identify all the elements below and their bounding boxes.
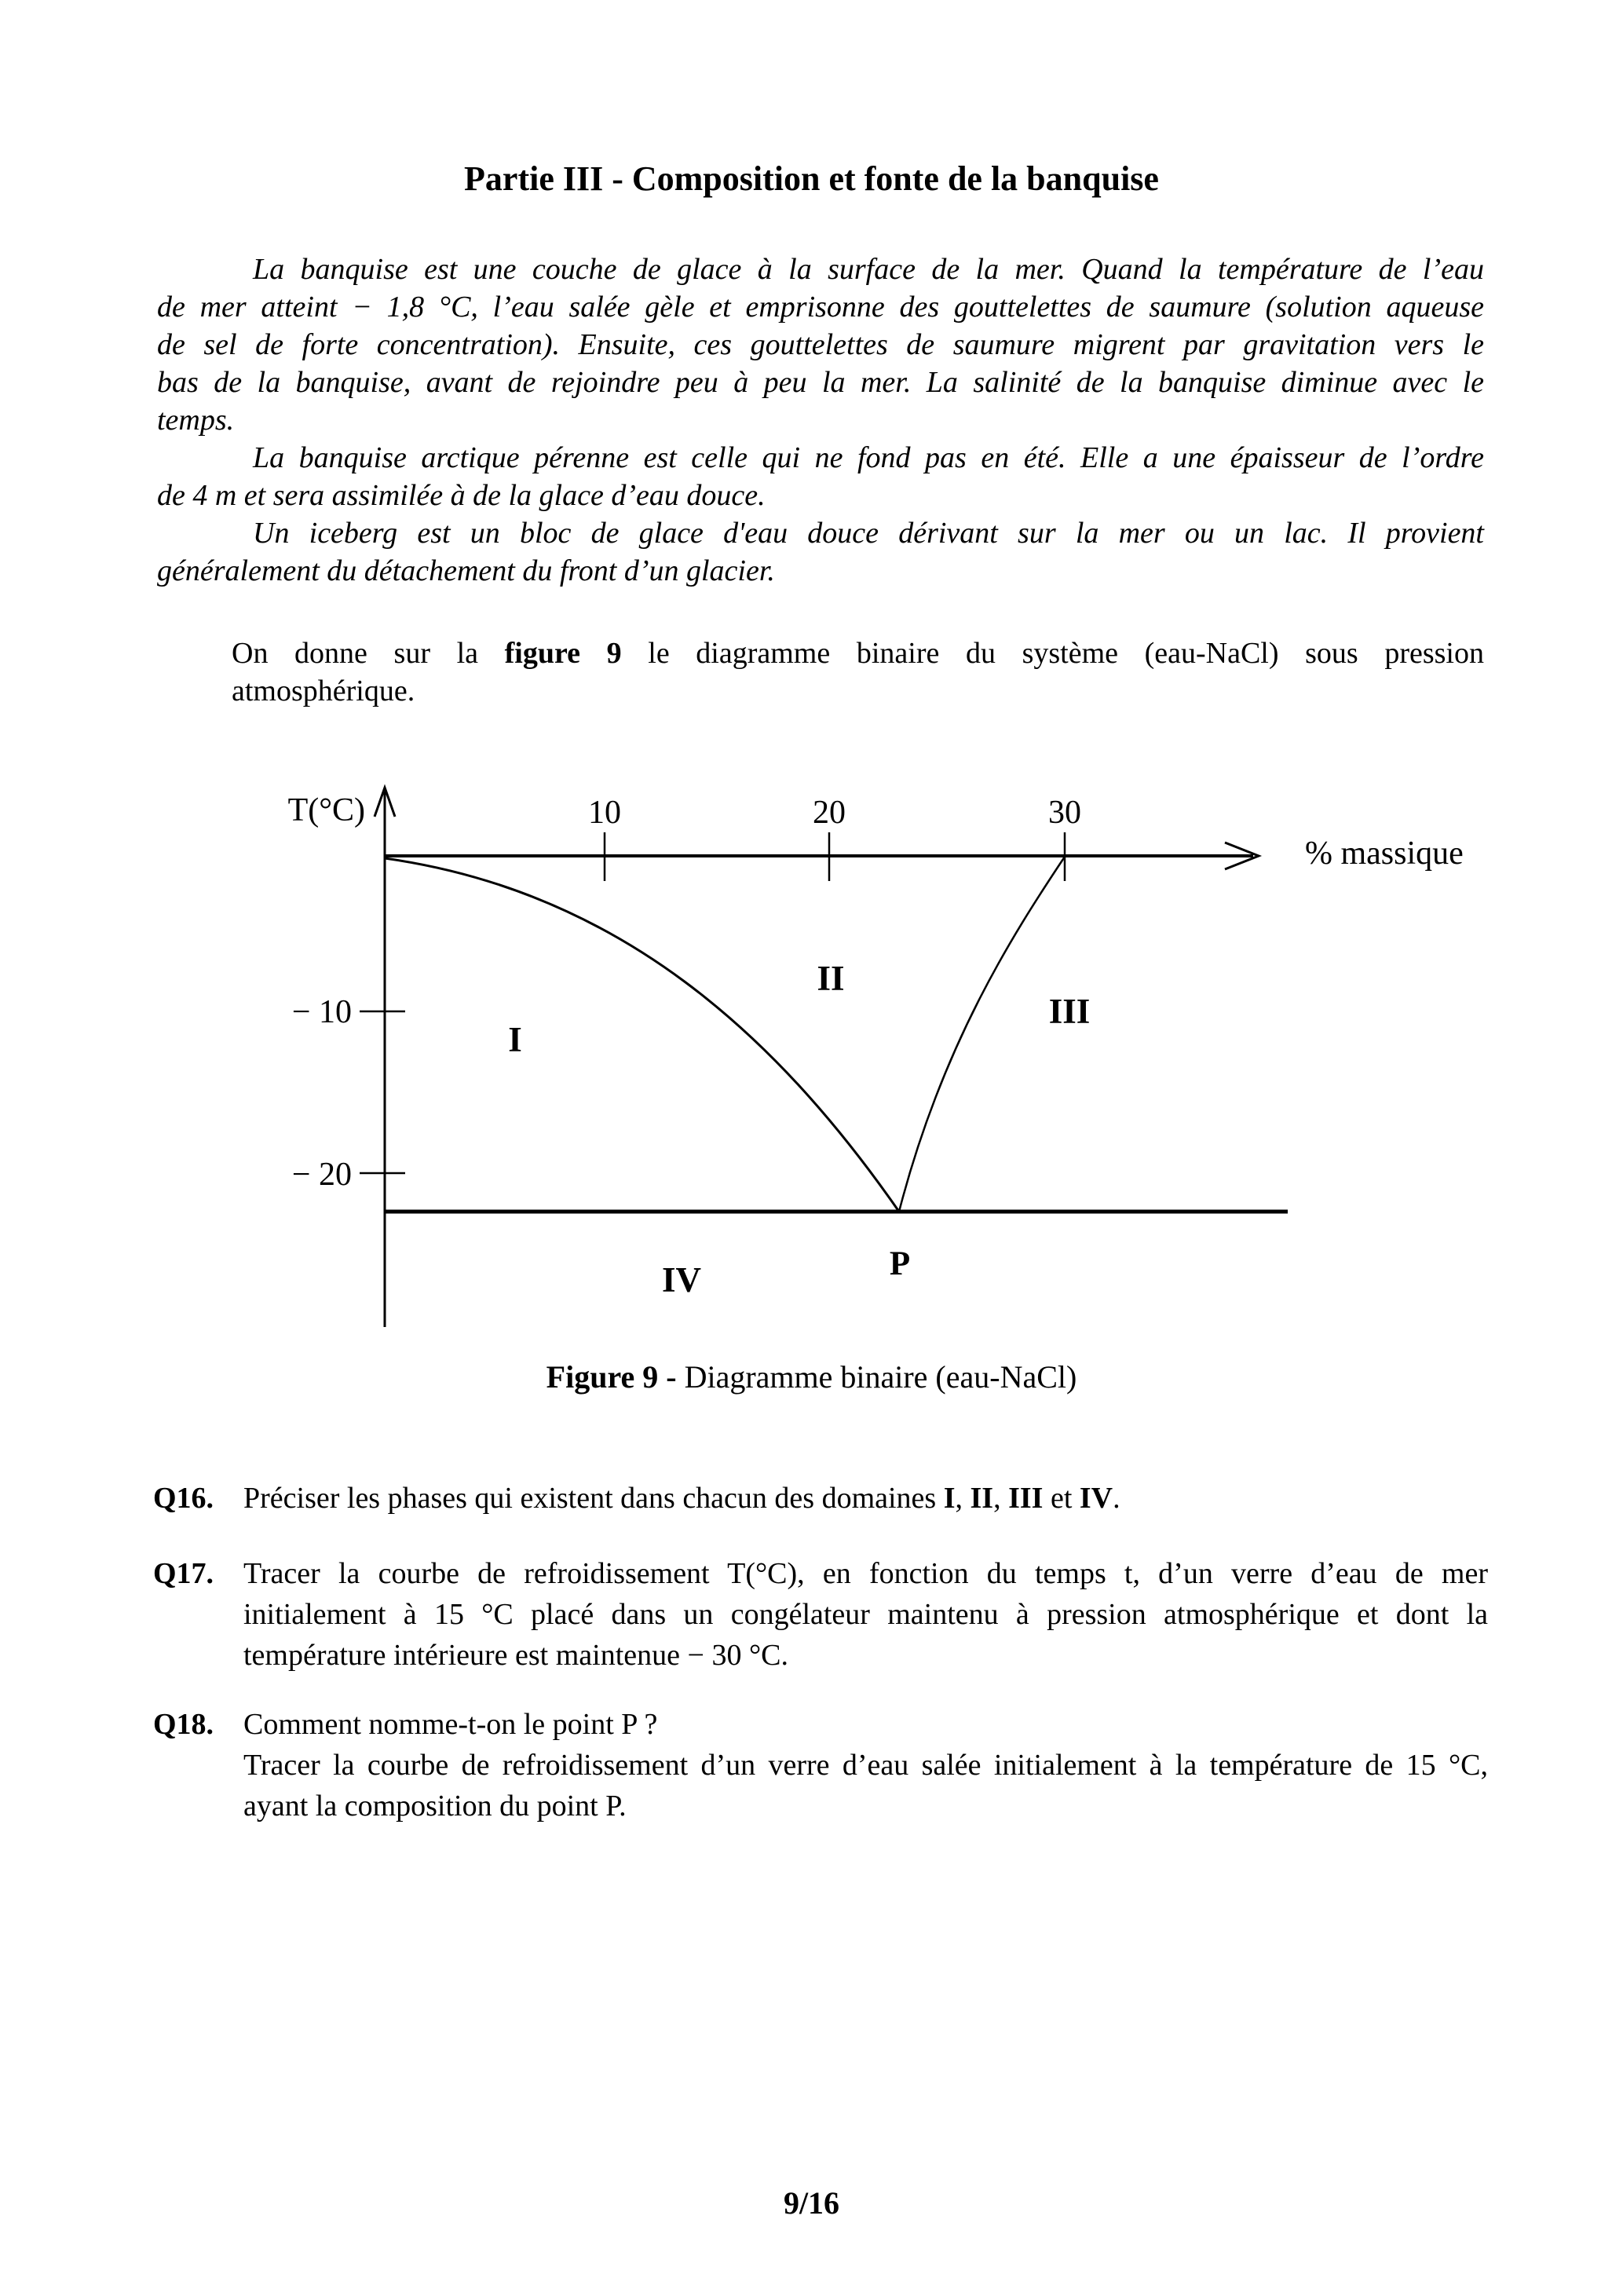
x-tick-label-20: 20 (813, 795, 846, 831)
intro-line: Un iceberg est un bloc de glace d'eau douce dérivant sur la mer ou un lac. Il provient (253, 517, 1484, 550)
intro-line: de sel de forte concentration). Ensuite, ces gouttelettes de saumure migrent par gravitation vers le (157, 328, 1484, 361)
question-text-line: Tracer la courbe de refroidissement d’un verre d’eau salée initialement à la température de 15 °C, (243, 1749, 1488, 1782)
q16-sep: , (993, 1482, 1009, 1515)
q16-domain-II: II (970, 1482, 994, 1515)
question-text-line: température intérieure est maintenue − 30 °C. (243, 1639, 788, 1672)
intro-paragraphs (157, 250, 1484, 590)
x-axis-label: % massique (1305, 835, 1464, 872)
y-axis-label: T(°C) (287, 792, 365, 828)
y-tick-label-minus20: − 20 (291, 1157, 352, 1193)
region-label-III: III (1048, 992, 1091, 1031)
q16-sep: , (955, 1482, 971, 1515)
solubility-curve (899, 857, 1065, 1212)
x-tick-label-30: 30 (1048, 795, 1081, 831)
question-text-line: ayant la composition du point P. (243, 1790, 627, 1823)
question-q16 (153, 1478, 1488, 1519)
figure-caption-bold: Figure 9 - (546, 1359, 685, 1395)
figure-intro-paragraph (232, 634, 1484, 710)
figure-intro-line: atmosphérique. (232, 675, 415, 707)
region-label-II: II (817, 959, 845, 998)
question-label: Q16. (153, 1482, 214, 1515)
intro-line: de 4 m et sera assimilée à de la glace d’eau douce. (157, 479, 766, 512)
binary-phase-diagram (0, 770, 1623, 1351)
question-label: Q18. (153, 1708, 214, 1741)
intro-line: La banquise est une couche de glace à la surface de la mer. Quand la température de l’eau (253, 253, 1484, 286)
intro-line: de mer atteint − 1,8 °C, l’eau salée gèle et emprisonne des gouttelettes de saumure (solution aqueuse (157, 291, 1484, 324)
intro-line: La banquise arctique pérenne est celle qui ne fond pas en été. Elle a une épaisseur de l’ordre (253, 441, 1484, 474)
figure-caption (0, 1356, 1623, 1398)
page-title: Partie III - Composition et fonte de la banquise (464, 159, 1159, 198)
figure-ref-bold: figure 9 (504, 637, 622, 670)
q16-end: . (1113, 1482, 1120, 1515)
q16-domain-I: I (943, 1482, 956, 1515)
q16-domain-IV: IV (1079, 1482, 1113, 1515)
figure-intro-text-pre: On donne sur la (232, 637, 505, 670)
intro-line: bas de la banquise, avant de rejoindre peu à peu la mer. La salinité de la banquise diminue avec le (157, 366, 1484, 399)
question-text-line (243, 1478, 1488, 1519)
figure-intro-text-post: le diagramme binaire du système (eau-NaCl) sous pression (621, 637, 1484, 670)
intro-line: généralement du détachement du front d’un glacier. (157, 554, 775, 587)
intro-line: temps. (157, 404, 235, 437)
q16-domain-III: III (1008, 1482, 1044, 1515)
q16-text: Préciser les phases qui existent dans chacun des domaines (243, 1482, 944, 1515)
x-tick-label-10: 10 (588, 795, 621, 831)
question-label: Q17. (153, 1557, 214, 1590)
page-number: 9/16 (783, 2185, 840, 2221)
liquidus-ice-curve (385, 858, 899, 1212)
eutectic-point-label: P (889, 1245, 911, 1282)
region-label-I: I (508, 1020, 522, 1059)
question-q18 (153, 1704, 1488, 1826)
region-label-IV: IV (661, 1260, 702, 1300)
y-tick-label-minus10: − 10 (291, 994, 352, 1030)
q16-sep: et (1043, 1482, 1080, 1515)
question-text-line: Tracer la courbe de refroidissement T(°C), en fonction du temps t, d’un verre d’eau de mer (243, 1557, 1488, 1590)
figure-caption-text: Diagramme binaire (eau-NaCl) (684, 1359, 1077, 1395)
question-text-line: Comment nomme-t-on le point P ? (243, 1708, 658, 1741)
question-q17 (153, 1553, 1488, 1676)
figure-intro-line (232, 634, 1484, 672)
question-text-line: initialement à 15 °C placé dans un congélateur maintenu à pression atmosphérique et dont la (243, 1598, 1488, 1631)
